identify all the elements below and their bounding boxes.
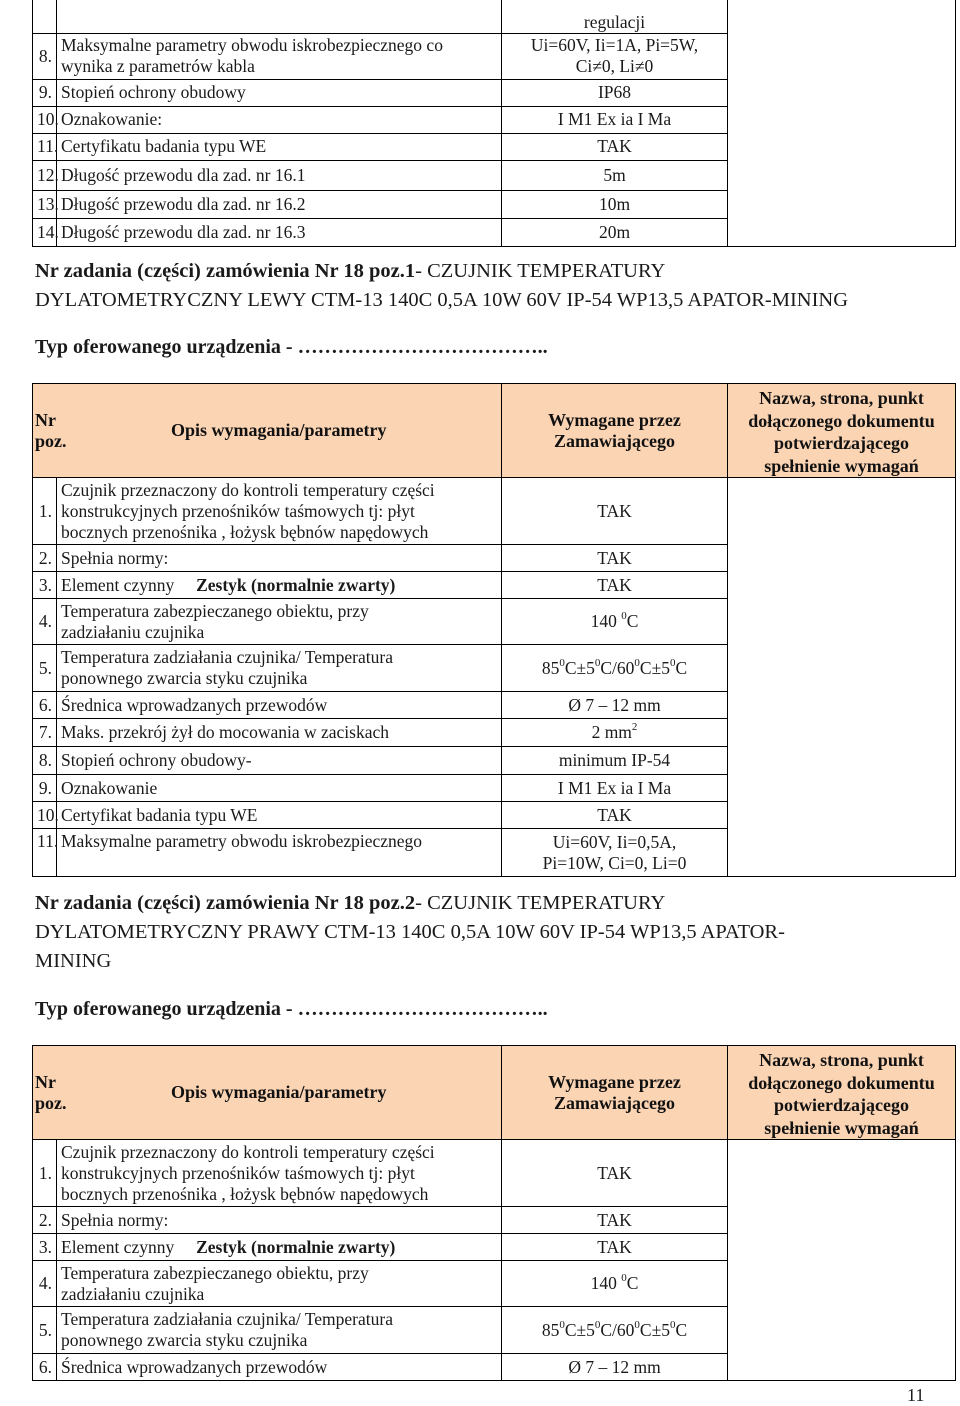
table-cell: TAK <box>502 1140 728 1207</box>
table-cell: Temperatura zadziałania czujnika/ Temperatura ponownego zwarcia styku czujnika <box>57 1307 502 1354</box>
table-cell: 20m <box>502 218 728 246</box>
table-cell: 2 $mm^2$ <box>502 719 728 747</box>
table-cell: TAK <box>502 1234 728 1261</box>
table-cell: Oznakowanie: <box>57 106 502 133</box>
section-description: DYLATOMETRYCZNY LEWY CTM-13 140C 0,5A 10W 60V IP-54 WP13,5 APATOR-MINING <box>35 289 849 311</box>
table-cell: Certyfikatu badania typu WE <box>57 133 502 160</box>
section-title-rest: - CZUJNIK TEMPERATURY <box>415 260 666 282</box>
table-cell: Ø 7 – 12 mm <box>502 692 728 719</box>
table-cell: Spełnia normy: <box>57 1207 502 1234</box>
table-cell: TAK <box>502 545 728 572</box>
table-cell: Długość przewodu dla zad. nr 16.1 <box>57 160 502 190</box>
row-number: 3. <box>33 572 57 599</box>
row-number: 11. <box>33 829 57 877</box>
table-cell: Element czynny Zestyk (normalnie zwarty) <box>57 1234 502 1261</box>
row-number: 10. <box>33 106 57 133</box>
table-cell: Maksymalne parametry obwodu iskrobezpiecznego co wynika z parametrów kabla <box>57 33 502 79</box>
row-number: 8. <box>33 747 57 775</box>
table-cell: minimum IP-54 <box>502 747 728 775</box>
row-number: 6. <box>33 1354 57 1381</box>
row-number: 4. <box>33 599 57 645</box>
table-cell: Długość przewodu dla zad. nr 16.2 <box>57 190 502 218</box>
table-cell: Średnica wprowadzanych przewodów <box>57 1354 502 1381</box>
section-title: Nr zadania (części) zamówienia Nr 18 poz.2 <box>35 892 416 914</box>
header-opis: Opis wymagania/parametry <box>57 384 502 478</box>
section-heading <box>35 889 935 976</box>
row-number: 9. <box>33 79 57 106</box>
table-cell: TAK <box>502 478 728 545</box>
section-description: DYLATOMETRYCZNY PRAWY CTM-13 140C 0,5A 10W 60V IP-54 WP13,5 APATOR- <box>35 921 785 943</box>
table-cell: Element czynny Zestyk (normalnie zwarty) <box>57 572 502 599</box>
row-number: 14. <box>33 218 57 246</box>
table-cell: Czujnik przeznaczony do kontroli temperatury części konstrukcyjnych przenośników taśmowych tj: płyt bocznych przenośnika , łożysk bębnów napędowych <box>57 1140 502 1207</box>
table-cell: I M1 Ex ia I Ma <box>502 775 728 802</box>
table-cell: Stopień ochrony obudowy- <box>57 747 502 775</box>
header-wymagane: Wymagane przez Zamawiającego <box>502 1046 728 1140</box>
row-number: 2. <box>33 1207 57 1234</box>
table-cell: IP68 <box>502 79 728 106</box>
row-number: 1. <box>33 1140 57 1207</box>
table-cell: Temperatura zabezpieczanego obiektu, przy zadziałaniu czujnika <box>57 599 502 645</box>
header-nazwa: Nazwa, strona, punkt dołączonego dokumentu potwierdzającego spełnienie wymagań <box>728 384 956 478</box>
table-cell: Temperatura zadziałania czujnika/ Temperatura ponownego zwarcia styku czujnika <box>57 645 502 692</box>
table-cell: Ø 7 – 12 mm <box>502 1354 728 1381</box>
row-number: 3. <box>33 1234 57 1261</box>
row-number: 4. <box>33 1261 57 1307</box>
row-number: 5. <box>33 1307 57 1354</box>
page-number: 11 <box>907 1385 925 1405</box>
table-cell: Maks. przekrój żył do mocowania w zaciskach <box>57 719 502 747</box>
table-cell: TAK <box>502 572 728 599</box>
table-cell: $85^0C\pm 5^0C/60^0C\pm 5^0C$ <box>502 645 728 692</box>
confirmation-cell <box>728 1140 956 1381</box>
table-cell: Spełnia normy: <box>57 545 502 572</box>
table-cell: Ui=60V, Ii=0,5A, Pi=10W, Ci=0, Li=0 <box>502 829 728 877</box>
table-cell: Długość przewodu dla zad. nr 16.3 <box>57 218 502 246</box>
table-cell: Oznakowanie <box>57 775 502 802</box>
table-cell: TAK <box>502 133 728 160</box>
requirements-table <box>32 383 956 877</box>
table-cell: Certyfikat badania typu WE <box>57 802 502 829</box>
table-cell: 5m <box>502 160 728 190</box>
row-number: 8. <box>33 33 57 79</box>
row-number: 9. <box>33 775 57 802</box>
header-wymagane: Wymagane przez Zamawiającego <box>502 384 728 478</box>
device-type-line: Typ oferowanego urządzenia - ……………………………….. <box>35 998 548 1020</box>
table-cell: Temperatura zabezpieczanego obiektu, przy zadziałaniu czujnika <box>57 1261 502 1307</box>
row-number: 1. <box>33 478 57 545</box>
row-number: 13. <box>33 190 57 218</box>
table-cell: Czujnik przeznaczony do kontroli temperatury części konstrukcyjnych przenośników taśmowych tj: płyt bocznych przenośnika , łożysk bębnów napędowych <box>57 478 502 545</box>
table-cell: I M1 Ex ia I Ma <box>502 106 728 133</box>
section-heading <box>35 257 935 315</box>
row-number: 12. <box>33 160 57 190</box>
table-cell: TAK <box>502 1207 728 1234</box>
row-number: 5. <box>33 645 57 692</box>
table-cell: $85^0C\pm 5^0C/60^0C\pm 5^0C$ <box>502 1307 728 1354</box>
table-cell: Średnica wprowadzanych przewodów <box>57 692 502 719</box>
confirmation-cell <box>728 478 956 877</box>
device-type-line: Typ oferowanego urządzenia - ……………………………….. <box>35 336 548 358</box>
table-cell: 140 $^0$C <box>502 599 728 645</box>
row-number: 6. <box>33 692 57 719</box>
table-cell: 10m <box>502 190 728 218</box>
table-cell: TAK <box>502 802 728 829</box>
header-nazwa: Nazwa, strona, punkt dołączonego dokumentu potwierdzającego spełnienie wymagań <box>728 1046 956 1140</box>
header-opis: Opis wymagania/parametry <box>57 1046 502 1140</box>
header-nr: Nr poz. <box>33 384 57 478</box>
requirements-table <box>32 1045 956 1381</box>
header-nr: Nr poz. <box>33 1046 57 1140</box>
table-cell: regulacji <box>502 0 728 33</box>
row-number: 7. <box>33 719 57 747</box>
section-title: Nr zadania (części) zamówienia Nr 18 poz.1 <box>35 260 416 282</box>
continuation-table <box>32 0 956 247</box>
row-number: 10. <box>33 802 57 829</box>
table-cell: Ui=60V, Ii=1A, Pi=5W, Ci≠0, Li≠0 <box>502 33 728 79</box>
row-number: 2. <box>33 545 57 572</box>
section-title-rest: - CZUJNIK TEMPERATURY <box>415 892 666 914</box>
table-cell: 140 $^0$C <box>502 1261 728 1307</box>
table-cell: Stopień ochrony obudowy <box>57 79 502 106</box>
row-number: 11. <box>33 133 57 160</box>
table-cell: Maksymalne parametry obwodu iskrobezpiecznego <box>57 829 502 877</box>
section-description-end: MINING <box>35 950 112 972</box>
